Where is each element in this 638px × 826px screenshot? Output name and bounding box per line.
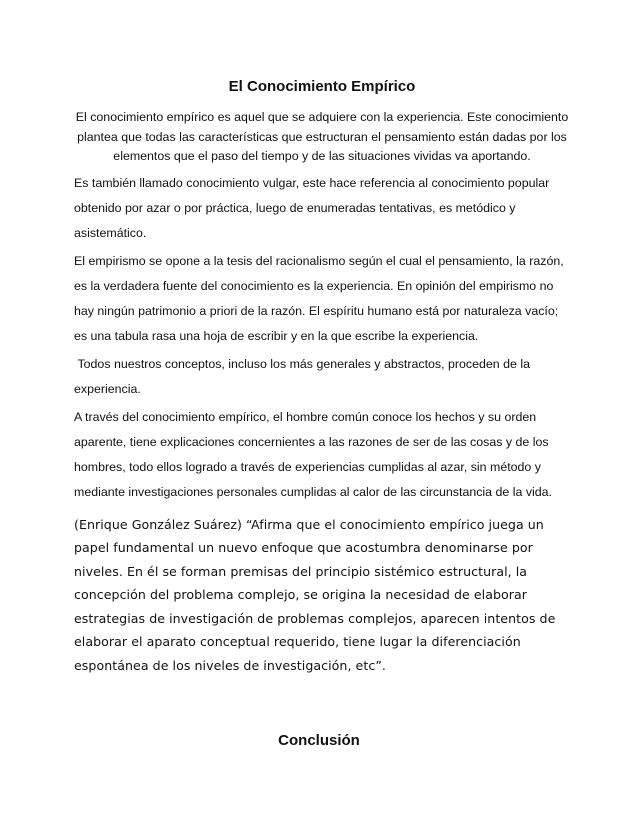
document-title: El Conocimiento Empírico [228, 78, 416, 95]
paragraph-vulgar: Es también llamado conocimiento vulgar, este hace referencia al conocimiento popular obtenido por azar o por práctica, luego de enumeradas tentativas, es metódico y asistemático. [74, 175, 550, 240]
quote-paragraph: (Enrique González Suárez) “Afirma que el conocimiento empírico juega un papel fundamental un nuevo enfoque que acostumbra denominarse por niveles. En él se forman premisas del principio sistémico estructural, la concepción del problema complejo, se origina la necesidad de elaborar estrategias de investigación de problemas complejos, aparecen intentos de elaborar el aparato conceptual requerido, tiene lugar la diferenciación espontánea de los niveles de investigación, etc”. [74, 516, 556, 673]
paragraph-hombre-comun: A través del conocimiento empírico, el hombre común conoce los hechos y su orden aparente, tiene explicaciones concernientes a las razones de ser de las cosas y de los hombres, todo ellos logrado a través de experiencias cumplidas al azar, sin método y mediante investigaciones personales cumplidas al calor de las circunstancia de la vida. [74, 409, 552, 499]
conclusion-heading: Conclusión [278, 732, 360, 749]
paragraph-conceptos: Todos nuestros conceptos, incluso los más generales y abstractos, proceden de la experiencia. [74, 356, 534, 396]
intro-paragraph: El conocimiento empírico es aquel que se adquiere con la experiencia. Este conocimiento plantea que todas las características que estructuran el pensamiento están dadas por los elementos que el paso del tiempo y de las situaciones vividas va aportando. [75, 110, 569, 163]
paragraph-empirismo: El empirismo se opone a la tesis del racionalismo según el cual el pensamiento, la razón, es la verdadera fuente del conocimiento es la experiencia. En opinión del empirismo no hay ningún patrimonio a priori de la razón. El espíritu humano está por naturaleza vacío; es una tabula rasa una hoja de escribir y en la que escribe la experiencia. [74, 253, 564, 343]
